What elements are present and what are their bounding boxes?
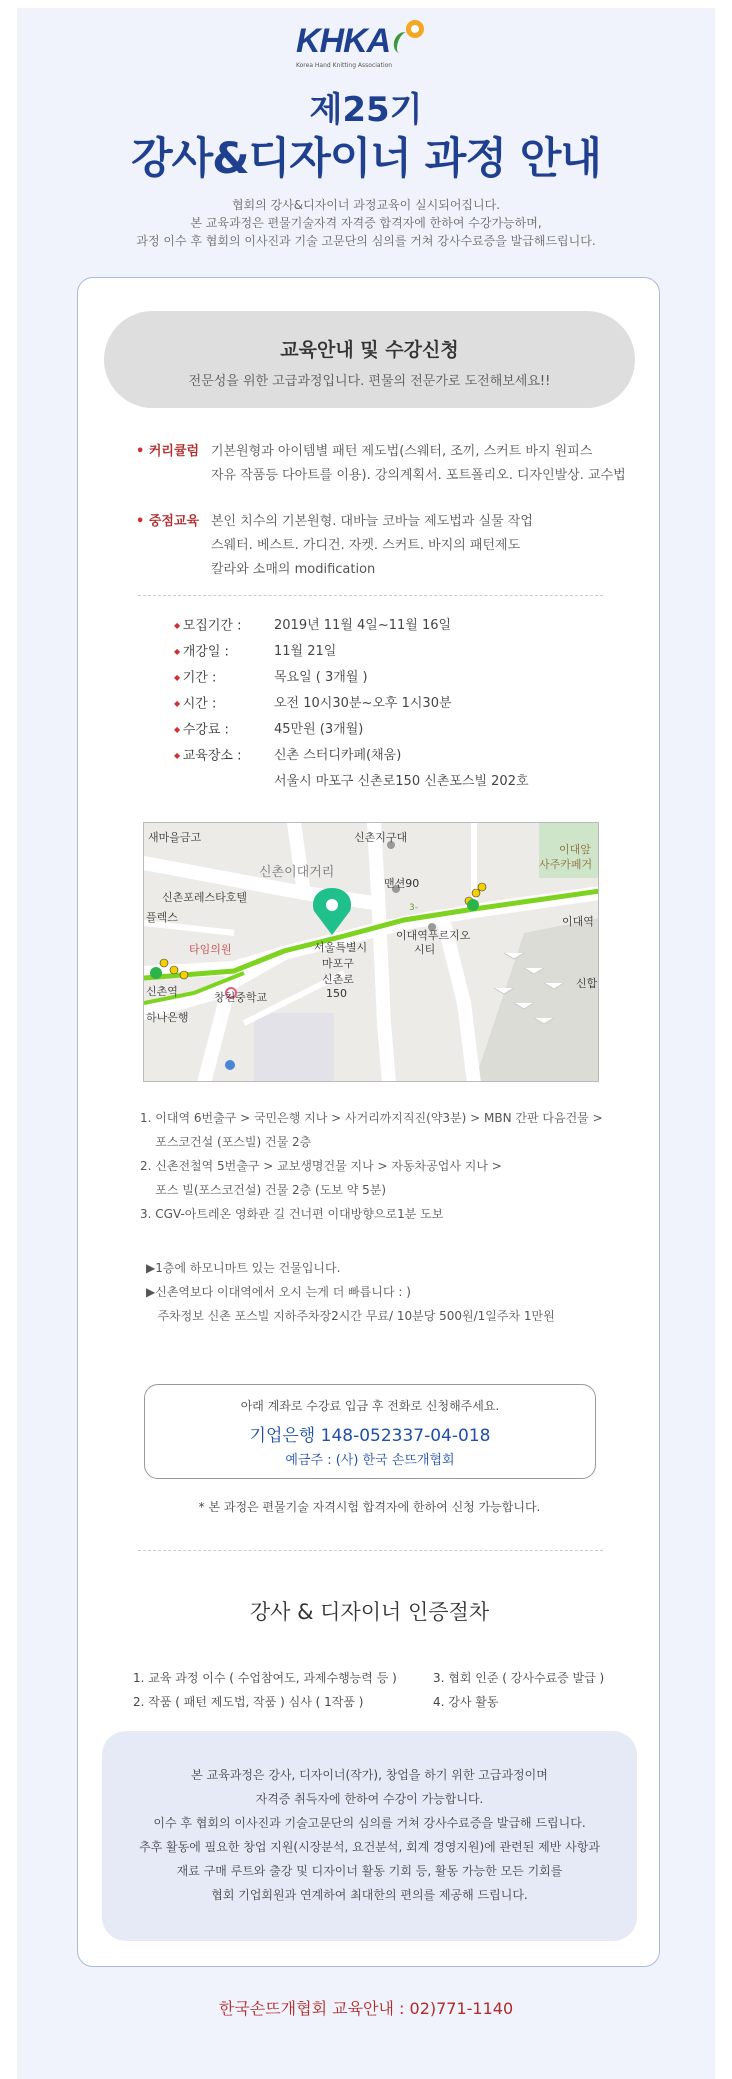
section-subtitle: 전문성을 위한 고급과정입니다. 편물의 전문가로 도전해보세요!! (188, 374, 551, 389)
info-label: ◆ 기간 : (174, 665, 216, 692)
section-title: 교육안내 및 수강신청 (280, 339, 459, 361)
direction-line: 포스 빌(포스코건설) 건물 2층 (도보 약 5분) (140, 1183, 387, 1197)
focus-line: 본인 치수의 기본원형. 대바늘 코바늘 제도법과 실물 작업 (211, 514, 533, 529)
process-title: 강사 & 디자이너 인증절차 (249, 1600, 490, 1624)
logo-ball-icon (406, 20, 424, 38)
focus-label: • 중점교육 (136, 510, 199, 534)
info-value: 11월 21일 (274, 644, 337, 659)
map-label: 이대앞 (559, 843, 591, 856)
notes-list (146, 1256, 555, 1328)
map-label: 이대역 (562, 915, 594, 928)
map-label: 하나은행 (146, 1011, 189, 1024)
info-value: 신촌 스터디카페(채움) (274, 748, 402, 763)
map-label: 신촌로 (322, 973, 354, 986)
intro-text (0, 196, 732, 250)
process-step: 2. 작품 ( 패턴 제도법, 작품 ) 심사 ( 1작품 ) (133, 1695, 364, 1709)
map-label: 신촌지구대 (354, 831, 408, 844)
summary-text (102, 1763, 637, 1907)
divider (138, 1550, 603, 1551)
map-label: 타임의원 (189, 943, 232, 956)
info-label: ◆ 시간 : (174, 691, 216, 718)
map-label: 신촌이대거리 (259, 865, 335, 880)
logo-text: KHKA (296, 22, 391, 60)
map-label: 3- (409, 903, 418, 913)
curriculum-line: 자유 작품등 다아트를 이용). 강의계획서. 포트폴리오. 디자인발상. 교수법 (211, 468, 626, 483)
info-label: ◆ 모집기간 : (174, 613, 241, 640)
summary-line: 재료 구매 루트와 출강 및 디자이너 활동 기회 등, 활동 가능한 모든 기회를 (176, 1864, 563, 1878)
process-steps-left (133, 1666, 397, 1714)
note-line: ▶신촌역보다 이대역에서 오시 는게 더 빠릅니다 : ) (146, 1285, 411, 1299)
bank-instruction: 아래 계좌로 수강료 입금 후 전화로 신청해주세요. (240, 1399, 500, 1413)
direction-line: 3. CGV-아트레온 영화관 길 건너편 이대방향으로1분 도보 (140, 1207, 444, 1221)
map-label: 서울특별시 (314, 941, 368, 954)
direction-line: 포스코건설 (포스빌) 건물 2층 (140, 1135, 312, 1149)
bank-account-box (144, 1384, 596, 1479)
intro-line: 협회의 강사&디자이너 과정교육이 실시되어집니다. (231, 198, 501, 212)
info-value: 오전 10시30분~오후 1시30분 (274, 696, 452, 711)
map-label: 신합 (576, 977, 598, 990)
page-title: 강사&디자이너 과정 안내 (131, 134, 601, 184)
curriculum-text (211, 440, 626, 488)
process-step: 1. 교육 과정 이수 ( 수업참여도, 과제수행능력 등 ) (133, 1671, 397, 1685)
focus-line: 스웨터. 베스트. 가디건. 자켓. 스커트. 바지의 패턴제도 (211, 538, 521, 553)
focus-text (211, 510, 533, 582)
eligibility-notice: * 본 과정은 편물기술 자격시험 합격자에 한하여 신청 가능합니다. (198, 1500, 541, 1514)
info-value: 서울시 마포구 신촌로150 신촌포스빌 202호 (274, 774, 529, 789)
note-line: ▶1층에 하모니마트 있는 건물입니다. (146, 1261, 341, 1275)
location-map[interactable] (143, 822, 599, 1082)
info-label: ◆ 개강일 : (174, 639, 229, 666)
curriculum-label: • 커리큘럼 (136, 440, 199, 464)
map-label: 신촌포레스타호텔 (162, 891, 248, 904)
session-number: 제25기 (309, 90, 423, 130)
map-label: 창천중학교 (214, 991, 268, 1004)
map-label: 새마을금고 (148, 831, 202, 844)
map-label: 이대역푸르지오 (396, 929, 471, 942)
contact-phone[interactable]: 한국손뜨개협회 교육안내 : 02)771-1140 (218, 1999, 514, 2018)
direction-line: 1. 이대역 6번출구 > 국민은행 지나 > 사거리까지직진(약3분) > MBN 간판 다음건물 > (140, 1111, 603, 1125)
map-label: 150 (326, 987, 347, 1000)
bank-account-owner: 예금주 : (사) 한국 손뜨개협회 (285, 1453, 455, 1468)
curriculum-line: 기본원형과 아이템별 패턴 제도법(스웨터, 조끼, 스커트 바지 원피스 (211, 444, 593, 459)
summary-line: 협회 기업회원과 연계하여 최대한의 편의를 제공해 드립니다. (211, 1888, 528, 1902)
direction-line: 2. 신촌전철역 5번출구 > 교보생명건물 지나 > 자동차공업사 지나 > (140, 1159, 502, 1173)
intro-line: 과정 이수 후 협회의 이사진과 기술 고문단의 심의를 거쳐 강사수료증을 발급해드립니다. (136, 234, 596, 248)
directions-list (140, 1106, 603, 1226)
info-label: ◆ 수강료 : (174, 717, 229, 744)
intro-line: 본 교육과정은 편물기술자격 자격증 합격자에 한하여 수강가능하며, (190, 216, 542, 230)
course-summary-box (102, 1731, 637, 1941)
note-line: 주차정보 신촌 포스빌 지하주차장2시간 무료/ 10분당 500원/1일주차 1만원 (146, 1309, 555, 1323)
summary-line: 자격증 취득자에 한하여 수강이 가능합니다. (255, 1792, 484, 1806)
map-label: 맨션90 (384, 877, 420, 890)
process-steps-right (433, 1666, 604, 1714)
bank-account-number: 기업은행 148-052337-04-018 (249, 1426, 491, 1446)
divider (138, 595, 603, 596)
info-value: 2019년 11월 4일~11월 16일 (274, 618, 452, 633)
section-header-pill (104, 311, 635, 408)
process-step: 4. 강사 활동 (433, 1695, 499, 1709)
khka-logo (296, 18, 436, 70)
map-label: 플렉스 (146, 911, 178, 924)
info-label: ◆ 교육장소 : (174, 743, 241, 770)
logo-subtitle: Korea Hand Knitting Association (296, 62, 393, 69)
process-step: 3. 협회 인준 ( 강사수료증 발급 ) (433, 1671, 605, 1685)
summary-line: 추후 활동에 필요한 창업 지원(시장분석, 요건분석, 회계 경영지원)에 관련된 제반 사항과 (139, 1840, 600, 1854)
info-value: 45만원 (3개월) (274, 722, 364, 737)
map-label: 신촌역 (146, 985, 178, 998)
course-card (77, 277, 660, 1967)
info-value: 목요일 ( 3개월 ) (274, 670, 368, 685)
map-label: 사주카페거 (539, 858, 593, 871)
summary-line: 이수 후 협회의 이사진과 기술고문단의 심의를 거쳐 강사수료증을 발급해 드립니다. (153, 1816, 586, 1830)
summary-line: 본 교육과정은 강사, 디자이너(작가), 창업을 하기 위한 고급과정이며 (191, 1768, 548, 1782)
map-label: 시티 (414, 943, 436, 956)
focus-line: 칼라와 소매의 modification (211, 562, 376, 577)
map-label: 마포구 (322, 957, 354, 970)
